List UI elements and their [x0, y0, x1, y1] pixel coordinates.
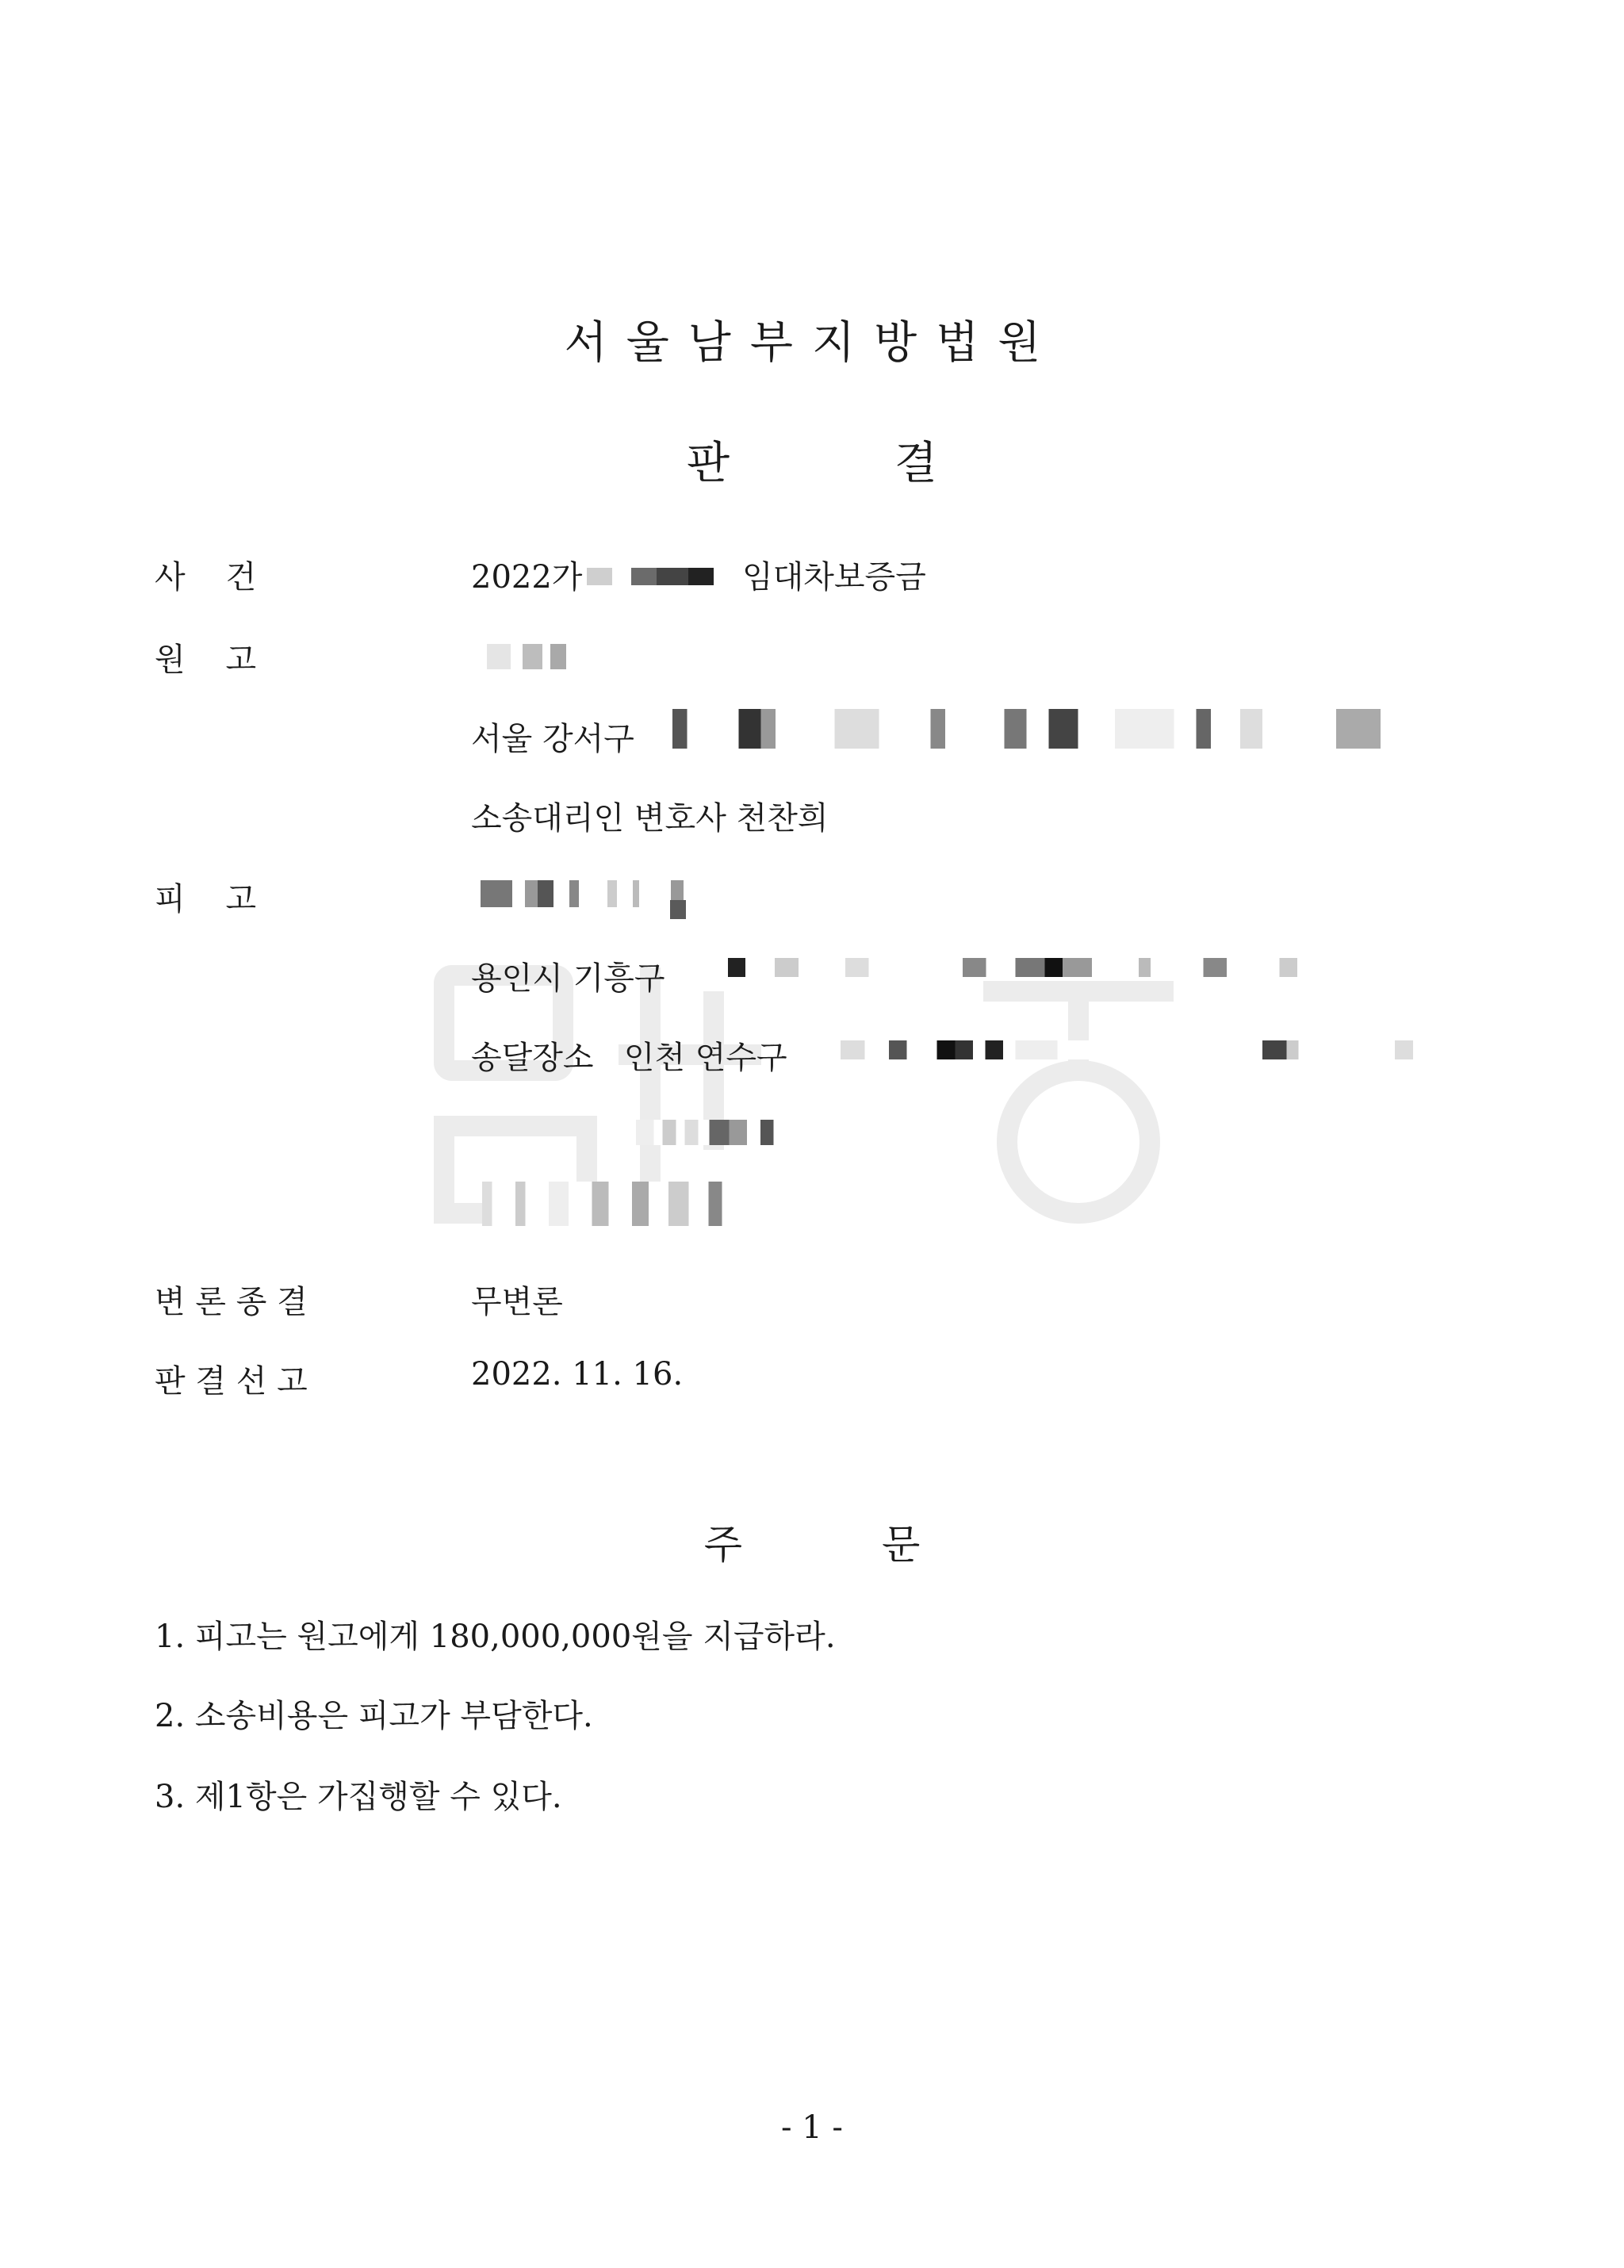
plaintiff-label: 원 고 [155, 642, 257, 678]
closing-label: 변 론 종 결 [155, 1284, 308, 1320]
service-address: 송달장소 인천 연수구 [471, 1040, 787, 1076]
redacted-block [587, 568, 714, 585]
order-item-1: 1. 피고는 원고에게 180,000,000원을 지급하라. [155, 1619, 836, 1655]
redacted-block [487, 644, 566, 669]
order-item-2: 2. 소송비용은 피고가 부담한다. [155, 1698, 593, 1734]
redacted-block [728, 958, 1315, 977]
redacted-block [672, 709, 1410, 749]
court-name: 서울남부지방법원 [564, 317, 1060, 369]
plaintiff-address: 서울 강서구 [471, 721, 634, 757]
document-title: 판 결 [687, 438, 937, 489]
page-number: - 1 - [781, 2109, 843, 2146]
defendant-address: 용인시 기흥구 [471, 960, 665, 997]
case-number: 2022가 [471, 559, 583, 596]
defendant-label: 피 고 [155, 881, 257, 918]
redacted-block [670, 900, 686, 919]
redacted-block [482, 1182, 815, 1226]
order-item-3: 3. 제1항은 가집행할 수 있다. [155, 1779, 562, 1815]
sentence-label: 판 결 선 고 [155, 1363, 308, 1400]
redacted-block [841, 1040, 1443, 1059]
order-heading: 주 문 [703, 1522, 921, 1568]
closing-value: 무변론 [471, 1284, 563, 1320]
case-name: 임대차보증금 [742, 559, 926, 596]
plaintiff-attorney: 소송대리인 변호사 천찬희 [471, 800, 829, 837]
sentence-date: 2022. 11. 16. [471, 1356, 684, 1393]
case-label: 사 건 [155, 559, 257, 596]
redacted-block [481, 880, 798, 907]
redacted-block [636, 1120, 858, 1145]
